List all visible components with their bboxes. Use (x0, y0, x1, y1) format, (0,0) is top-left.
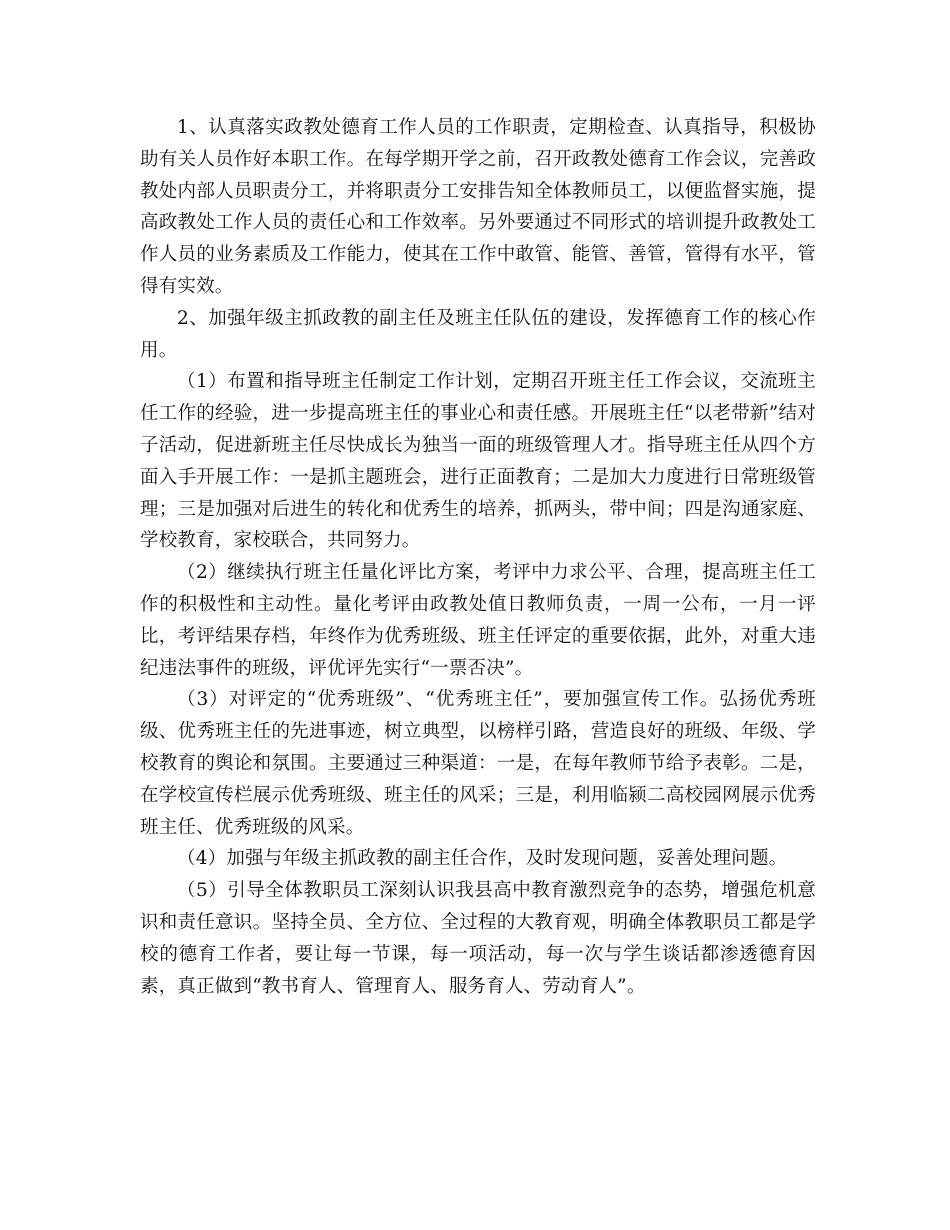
paragraph-7: （5）引导全体教职员工深刻认识我县高中教育激烈竞争的态势，增强危机意识和责任意识。坚持全员、全方位、全过程的大教育观，明确全体教职员工都是学校的德育工作者，要让每一节课，每一项活动，每一次与学生谈话都渗透德育因素，真正做到“教书育人、管理育人、服务育人、劳动育人”。 (140, 880, 816, 997)
paragraph-2: 2、加强年级主抓政教的副主任及班主任队伍的建设，发挥德育工作的核心作用。 (140, 307, 816, 361)
document-body (140, 112, 816, 1002)
paragraph-4: （2）继续执行班主任量化评比方案，考评中力求公平、合理，提高班主任工作的积极性和主动性。量化考评由政教处值日教师负责，一周一公布，一月一评比，考评结果存档，年终作为优秀班级、班主任评定的重要依据，此外，对重大违纪违法事件的班级，评优评先实行“一票否决”。 (140, 562, 816, 679)
paragraph-6: （4）加强与年级主抓政教的副主任合作，及时发现问题，妥善处理问题。 (177, 848, 788, 870)
paragraph-1: 1、认真落实政教处德育工作人员的工作职责，定期检查、认真指导，积极协助有关人员作好本职工作。在每学期开学之前，召开政教处德育工作会议，完善政教处内部人员职责分工，并将职责分工安排告知全体教师员工，以便监督实施，提高政教处工作人员的责任心和工作效率。另外要通过不同形式的培训提升政教处工作人员的业务素质及工作能力，使其在工作中敢管、能管、善管，管得有水平，管得有实效。 (140, 117, 816, 297)
paragraph-3: （1）布置和指导班主任制定工作计划，定期召开班主任工作会议，交流班主任工作的经验，进一步提高班主任的事业心和责任感。开展班主任“以老带新”结对子活动，促进新班主任尽快成长为独当一面的班级管理人才。指导班主任从四个方面入手开展工作：一是抓主题班会，进行正面教育；二是加大力度进行日常班级管理；三是加强对后进生的转化和优秀生的培养，抓两头，带中间；四是沟通家庭、学校教育，家校联合，共同努力。 (140, 371, 816, 552)
paragraph-5: （3）对评定的“优秀班级”、“优秀班主任”，要加强宣传工作。弘扬优秀班级、优秀班主任的先进事迹，树立典型，以榜样引路，营造良好的班级、年级、学校教育的舆论和氛围。主要通过三种渠道：一是，在每年教师节给予表彰。二是，在学校宣传栏展示优秀班级、班主任的风采；三是，利用临颍二高校园网展示优秀班主任、优秀班级的风采。 (140, 689, 816, 838)
